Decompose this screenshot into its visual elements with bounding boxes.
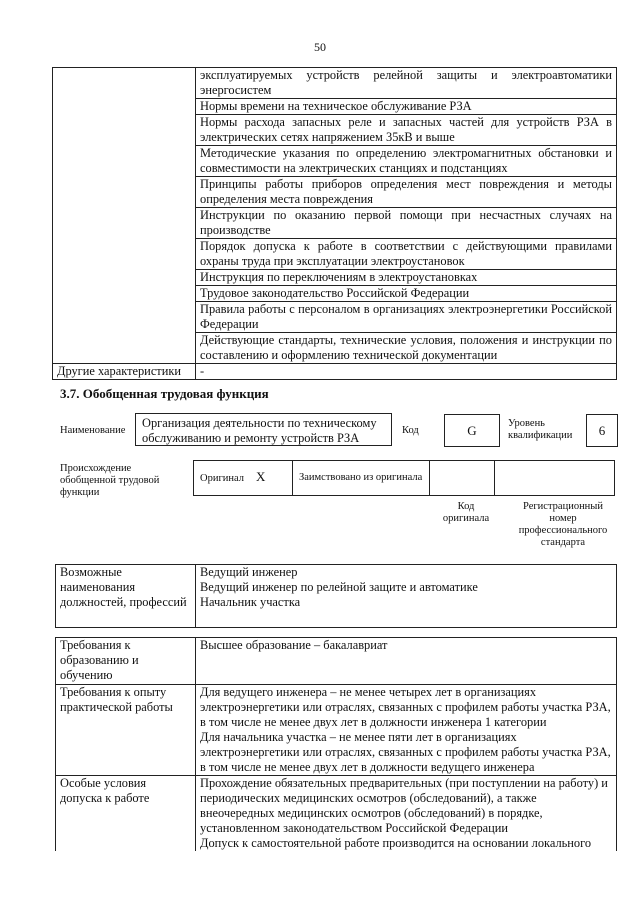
origin-code-cell: [430, 461, 495, 496]
page-number: 50: [314, 40, 326, 54]
position-item: Ведущий инженер по релейной защите и автоматике: [200, 580, 478, 594]
section-title: 3.7. Обобщенная трудовая функция: [60, 386, 269, 401]
other-characteristics-value: -: [196, 364, 617, 380]
original-mark: X: [256, 469, 266, 484]
knowledge-item: Нормы времени на техническое обслуживание РЗА: [196, 99, 617, 115]
borrowed-cell: Заимствовано из оригинала: [293, 461, 430, 496]
education-label: Требования к образованию и обучению: [56, 638, 196, 685]
knowledge-item: Методические указания по определению электромагнитных обстановки и совместимости на электрических станциях и подстанциях: [196, 146, 617, 177]
knowledge-item: Инструкция по переключениям в электроустановках: [196, 270, 617, 286]
knowledge-item: эксплуатируемых устройств релейной защиты и электроавтоматики энергосистем: [196, 68, 617, 99]
origin-label: Происхождение обобщенной трудовой функции: [60, 463, 160, 498]
qualification-level-box: 6: [586, 414, 618, 447]
name-label: Наименование: [60, 425, 126, 436]
knowledge-item: Принципы работы приборов определения мест повреждения и методы определения места повреждения: [196, 177, 617, 208]
knowledge-item: Инструкции по оказанию первой помощи при несчастных случаях на производстве: [196, 208, 617, 239]
original-cell: Оригинал X: [194, 461, 293, 496]
code-label: Код: [402, 425, 419, 436]
admission-conditions-value: Прохождение обязательных предварительных (при поступлении на работу) и периодических медицинских осмотров (обследований), а также внеочередных медицинских осмотров (обследований) в порядке, установленном законодательством Российской Федерации Допуск к самостоятельной работе производится на основании локального: [196, 776, 617, 852]
code-box: G: [444, 414, 500, 447]
origin-table: [193, 460, 615, 496]
knowledge-item: Нормы расхода запасных реле и запасных частей для устройств РЗА в электрических сетях напряжением 35кВ и выше: [196, 115, 617, 146]
knowledge-item: Порядок допуска к работе в соответствии с действующими правилами охраны труда при эксплуатации электроустановок: [196, 239, 617, 270]
experience-value: Для ведущего инженера – не менее четырех лет в организациях электроэнергетики или отраслях, связанных с профилем работы участка РЗА, в том числе не менее двух лет в должности инженера 1 категории Для начальника участка – не менее пяти лет в организациях электроэнергетики или отраслях, связанных с профилем работы участка РЗА, в том числе не менее двух лет в должности ведущего инженера: [196, 685, 617, 776]
experience-label: Требования к опыту практической работы: [56, 685, 196, 776]
knowledge-table: [52, 67, 617, 380]
admission-conditions-label: Особые условия допуска к работе: [56, 776, 196, 852]
other-characteristics-label: Другие характеристики: [53, 364, 196, 380]
requirements-table: [55, 637, 617, 851]
function-name-box: Организация деятельности по техническому обслуживанию и ремонту устройств РЗА: [135, 413, 392, 446]
education-value: Высшее образование – бакалавриат: [196, 638, 617, 685]
positions-label: Возможные наименования должностей, профессий: [56, 565, 196, 628]
position-item: Ведущий инженер: [200, 565, 298, 579]
knowledge-item: Трудовое законодательство Российской Федерации: [196, 286, 617, 302]
caption-registration-number: Регистрационный номер профессионального стандарта: [518, 501, 608, 548]
knowledge-label-cell: [53, 68, 196, 364]
knowledge-item: Действующие стандарты, технические условия, положения и инструкции по составлению и оформлению технической документации: [196, 333, 617, 364]
positions-list: [196, 565, 617, 628]
qualification-level-label: Уровень квалификации: [508, 418, 573, 441]
positions-table: [55, 564, 617, 628]
registration-number-cell: [495, 461, 615, 496]
knowledge-item: Правила работы с персоналом в организациях электроэнергетики Российской Федерации: [196, 302, 617, 333]
caption-origin-code: Код оригинала: [442, 501, 490, 524]
position-item: Начальник участка: [200, 595, 301, 609]
